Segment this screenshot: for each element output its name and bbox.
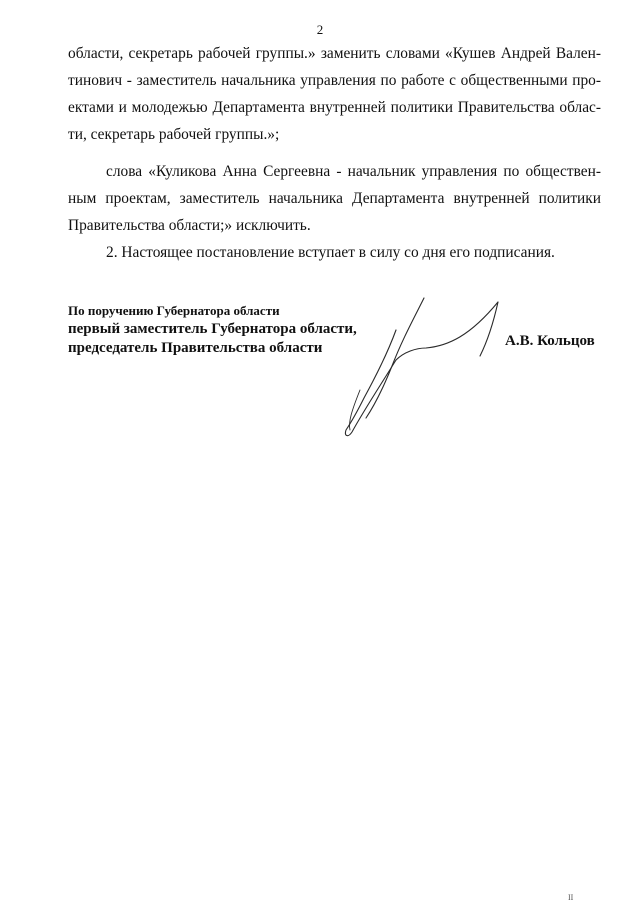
paragraph-1-line-3: ектами и молодежью Департамента внутренней политики Правительства облас- <box>68 99 601 116</box>
document-body <box>68 40 601 266</box>
paragraph-1-line-4: ти, секретарь рабочей группы.»; <box>68 126 280 143</box>
corner-mark: II <box>568 893 574 902</box>
handwritten-signature <box>330 290 530 440</box>
signature-block <box>68 302 357 358</box>
paragraph-1-line-2: тинович - заместитель начальника управления по работе с общественными про- <box>68 72 601 89</box>
signer-name: А.В. Кольцов <box>505 333 595 349</box>
paragraph-1-line-1: области, секретарь рабочей группы.» заменить словами «Кушев Андрей Вален- <box>68 45 601 62</box>
paragraph-2-line-3: Правительства области;» исключить. <box>68 217 311 234</box>
position-line-2: председатель Правительства области <box>68 340 323 356</box>
paragraph-2-line-2: ным проектам, заместитель начальника Департамента внутренней политики <box>68 190 601 207</box>
paragraph-2-line-1: слова «Куликова Анна Сергеевна - начальник управления по обществен- <box>106 163 601 180</box>
page-number: 2 <box>316 22 324 37</box>
paragraph-3: 2. Настоящее постановление вступает в силу со дня его подписания. <box>106 244 555 261</box>
authority-line: По поручению Губернатора области <box>68 303 280 318</box>
position-line-1: первый заместитель Губернатора области, <box>68 321 357 337</box>
